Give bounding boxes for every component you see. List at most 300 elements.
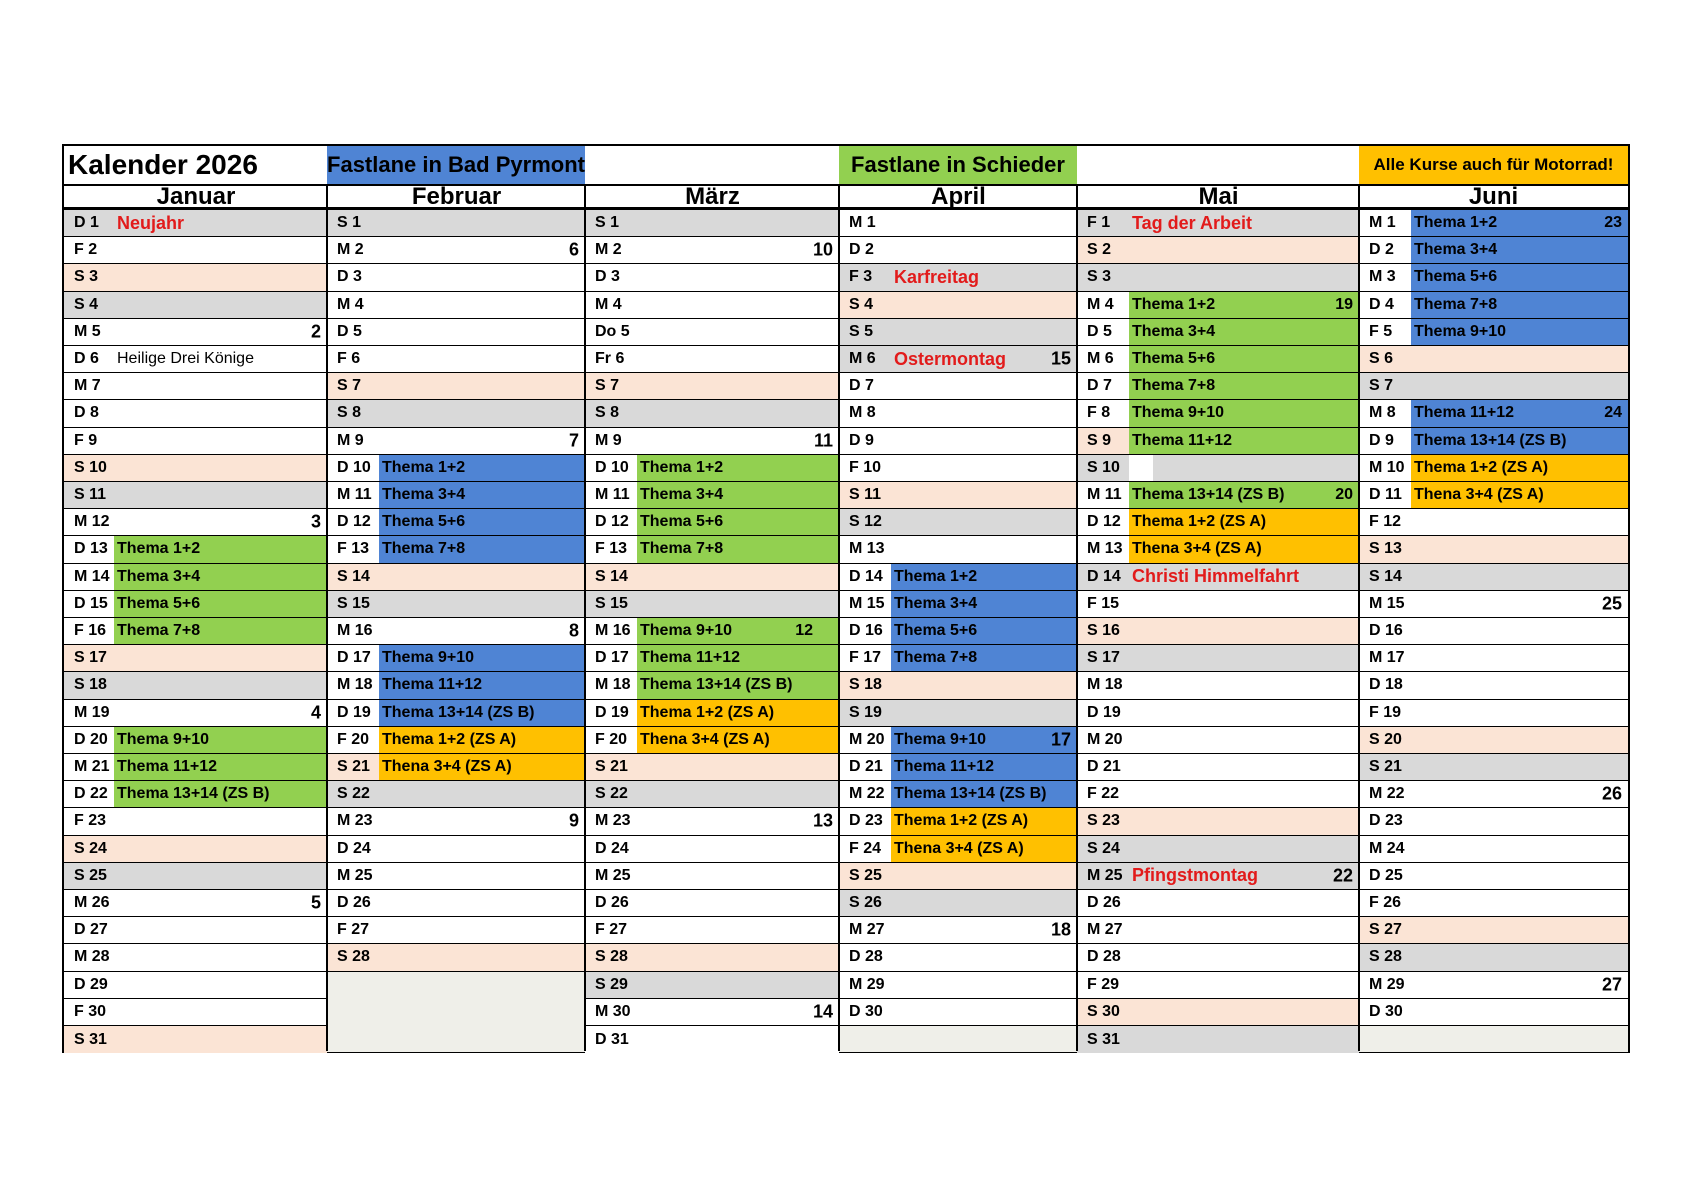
day-row bbox=[1359, 536, 1628, 563]
day-label: S 15 bbox=[595, 594, 628, 612]
day-row bbox=[64, 754, 327, 781]
event-text: Thema 3+4 bbox=[640, 486, 724, 504]
day-label: S 7 bbox=[1369, 377, 1394, 395]
day-row bbox=[1077, 944, 1359, 971]
day-label: M 2 bbox=[337, 241, 364, 259]
day-row bbox=[1077, 808, 1359, 835]
day-label: M 23 bbox=[337, 812, 373, 830]
day-row bbox=[64, 400, 327, 427]
day-label: D 9 bbox=[849, 431, 874, 449]
day-label: S 21 bbox=[1369, 758, 1402, 776]
day-row bbox=[64, 1026, 327, 1053]
week-number: 13 bbox=[812, 810, 833, 831]
day-row bbox=[839, 944, 1077, 971]
day-label: M 15 bbox=[849, 594, 885, 612]
column-divider bbox=[326, 184, 328, 1051]
day-label: M 18 bbox=[337, 676, 373, 694]
day-row bbox=[64, 999, 327, 1026]
empty-day-cell bbox=[839, 1026, 1077, 1053]
day-label: D 2 bbox=[1369, 241, 1394, 259]
event-text: Thema 11+12 bbox=[117, 758, 218, 776]
event-text: Karfreitag bbox=[894, 266, 980, 287]
day-row bbox=[839, 591, 1077, 618]
day-row bbox=[64, 700, 327, 727]
course-event bbox=[1411, 319, 1628, 345]
course-event bbox=[637, 536, 839, 562]
day-label: S 3 bbox=[74, 268, 99, 286]
day-row bbox=[327, 700, 585, 727]
event-text: Thena 3+4 (ZS A) bbox=[894, 839, 1024, 857]
day-row bbox=[585, 1026, 839, 1053]
day-label: M 15 bbox=[1369, 594, 1405, 612]
day-row bbox=[327, 319, 585, 346]
day-label: S 26 bbox=[849, 894, 882, 912]
day-row bbox=[839, 999, 1077, 1026]
day-label: S 25 bbox=[74, 866, 107, 884]
course-event bbox=[1129, 428, 1359, 454]
day-row bbox=[1077, 509, 1359, 536]
event-text: Thema 9+10 bbox=[382, 649, 475, 667]
day-label: D 31 bbox=[595, 1030, 629, 1048]
course-event bbox=[637, 482, 839, 508]
day-row bbox=[1077, 536, 1359, 563]
day-row bbox=[1359, 727, 1628, 754]
day-label: D 4 bbox=[1369, 295, 1394, 313]
day-label: F 16 bbox=[74, 622, 107, 640]
day-row bbox=[585, 428, 839, 455]
calendar-table bbox=[62, 144, 1630, 1053]
event-text: Thema 13+14 (ZS B) bbox=[382, 703, 535, 721]
day-row bbox=[327, 944, 585, 971]
event-text: Tag der Arbeit bbox=[1132, 212, 1253, 233]
day-row bbox=[327, 536, 585, 563]
day-label: M 8 bbox=[1369, 404, 1396, 422]
day-row bbox=[1077, 237, 1359, 264]
day-row bbox=[327, 754, 585, 781]
day-row bbox=[64, 972, 327, 999]
day-label: Fr 6 bbox=[595, 350, 625, 368]
course-event bbox=[891, 645, 1077, 671]
day-label: D 5 bbox=[1087, 322, 1112, 340]
event-text: Thema 1+2 (ZS A) bbox=[894, 812, 1029, 830]
day-row bbox=[1359, 319, 1628, 346]
day-row bbox=[585, 536, 839, 563]
course-event bbox=[891, 808, 1077, 834]
day-label: D 19 bbox=[337, 703, 371, 721]
day-row bbox=[1359, 428, 1628, 455]
event-text: Thema 7+8 bbox=[640, 540, 724, 558]
day-row bbox=[1077, 836, 1359, 863]
day-row bbox=[1359, 781, 1628, 808]
day-row bbox=[839, 781, 1077, 808]
course-event bbox=[891, 727, 1077, 753]
day-row bbox=[64, 373, 327, 400]
event-text: Heilige Drei Könige bbox=[117, 350, 254, 368]
course-event bbox=[637, 509, 839, 535]
column-divider bbox=[838, 184, 840, 1051]
day-row bbox=[327, 781, 585, 808]
event-text: Thema 9+10 bbox=[894, 730, 987, 748]
day-label: M 25 bbox=[595, 866, 631, 884]
day-row bbox=[1077, 264, 1359, 291]
day-label: D 12 bbox=[337, 513, 371, 531]
course-event bbox=[1129, 292, 1359, 318]
day-label: M 10 bbox=[1369, 458, 1405, 476]
course-event bbox=[1129, 373, 1359, 399]
day-row bbox=[585, 319, 839, 346]
day-row bbox=[64, 292, 327, 319]
day-label: S 28 bbox=[595, 948, 628, 966]
course-event bbox=[1129, 509, 1359, 535]
event-text: Thena 3+4 (ZS A) bbox=[382, 758, 512, 776]
event-text: Thema 1+2 (ZS A) bbox=[1132, 513, 1267, 531]
day-label: F 6 bbox=[337, 350, 361, 368]
day-row bbox=[839, 210, 1077, 237]
day-row bbox=[585, 591, 839, 618]
day-label: D 10 bbox=[337, 458, 371, 476]
banner-bad-pyrmont: Fastlane in Bad Pyrmont bbox=[327, 146, 585, 184]
day-row bbox=[64, 319, 327, 346]
day-label: M 13 bbox=[849, 540, 885, 558]
day-row bbox=[1359, 564, 1628, 591]
course-event bbox=[637, 455, 839, 481]
day-label: S 22 bbox=[337, 785, 370, 803]
column-divider bbox=[584, 184, 586, 1051]
day-row bbox=[1359, 455, 1628, 482]
day-row bbox=[839, 428, 1077, 455]
day-label: D 19 bbox=[595, 703, 629, 721]
event-text: Thema 5+6 bbox=[1132, 350, 1216, 368]
day-row bbox=[585, 890, 839, 917]
event-text: Thema 7+8 bbox=[1414, 295, 1498, 313]
event-text: Thema 7+8 bbox=[894, 649, 978, 667]
week-number: 17 bbox=[1050, 729, 1071, 750]
day-row bbox=[64, 591, 327, 618]
day-label: D 24 bbox=[595, 839, 629, 857]
day-row bbox=[585, 944, 839, 971]
day-row bbox=[1359, 509, 1628, 536]
day-row bbox=[585, 509, 839, 536]
day-row bbox=[839, 972, 1077, 999]
day-row bbox=[585, 210, 839, 237]
day-row bbox=[1359, 373, 1628, 400]
day-label: F 13 bbox=[337, 540, 370, 558]
day-label: F 13 bbox=[595, 540, 628, 558]
course-event bbox=[1411, 237, 1628, 263]
event-text: Thena 3+4 (ZS A) bbox=[1414, 486, 1544, 504]
month-header-maerz: März bbox=[585, 184, 840, 210]
event-text: Thema 3+4 bbox=[382, 486, 466, 504]
day-label: D 27 bbox=[74, 921, 108, 939]
event-text: Thema 11+12 bbox=[640, 649, 741, 667]
week-number: 10 bbox=[812, 239, 833, 260]
day-row bbox=[585, 917, 839, 944]
course-event bbox=[114, 781, 327, 807]
day-row bbox=[1359, 482, 1628, 509]
day-row bbox=[839, 700, 1077, 727]
day-row bbox=[327, 509, 585, 536]
day-label: F 27 bbox=[337, 921, 370, 939]
day-label: D 21 bbox=[1087, 758, 1121, 776]
day-row bbox=[327, 455, 585, 482]
course-event bbox=[379, 482, 585, 508]
day-label: S 14 bbox=[1369, 567, 1402, 585]
holiday-label bbox=[1129, 564, 1359, 590]
day-label: F 27 bbox=[595, 921, 628, 939]
day-label: M 27 bbox=[849, 921, 885, 939]
day-row bbox=[64, 836, 327, 863]
day-label: S 19 bbox=[849, 703, 882, 721]
day-label: S 13 bbox=[1369, 540, 1402, 558]
day-row bbox=[1077, 863, 1359, 890]
event-text: Thema 1+2 bbox=[117, 540, 201, 558]
day-label: S 8 bbox=[595, 404, 620, 422]
day-row bbox=[839, 672, 1077, 699]
day-label: S 24 bbox=[1087, 839, 1120, 857]
column-divider bbox=[1358, 184, 1360, 1051]
day-row bbox=[64, 672, 327, 699]
course-event bbox=[379, 455, 585, 481]
day-label: S 15 bbox=[337, 594, 370, 612]
event-text: Thema 13+14 (ZS B) bbox=[1414, 431, 1567, 449]
empty-day-cell bbox=[327, 999, 585, 1026]
day-row bbox=[839, 482, 1077, 509]
event-text: Neujahr bbox=[117, 212, 185, 233]
day-label: D 3 bbox=[595, 268, 620, 286]
day-label: D 8 bbox=[74, 404, 99, 422]
day-label: M 20 bbox=[1087, 730, 1123, 748]
day-row bbox=[1077, 645, 1359, 672]
event-text: Thema 13+14 (ZS B) bbox=[117, 785, 270, 803]
day-row bbox=[1077, 346, 1359, 373]
day-label: M 8 bbox=[849, 404, 876, 422]
event-text: Christi Himmelfahrt bbox=[1132, 566, 1300, 587]
day-row bbox=[327, 564, 585, 591]
day-row bbox=[64, 536, 327, 563]
day-label: M 4 bbox=[337, 295, 364, 313]
event-text: Thena 3+4 (ZS A) bbox=[640, 730, 770, 748]
day-row bbox=[64, 509, 327, 536]
day-label: F 15 bbox=[1087, 594, 1120, 612]
event-text: Thema 5+6 bbox=[382, 513, 466, 531]
day-label: D 26 bbox=[595, 894, 629, 912]
day-label: M 20 bbox=[849, 730, 885, 748]
day-row bbox=[64, 863, 327, 890]
event-text: Thema 3+4 bbox=[1414, 241, 1498, 259]
day-label: D 24 bbox=[337, 839, 371, 857]
day-row bbox=[1359, 836, 1628, 863]
day-row bbox=[327, 836, 585, 863]
day-row bbox=[1077, 672, 1359, 699]
course-event bbox=[114, 591, 327, 617]
day-label: M 21 bbox=[74, 758, 110, 776]
day-label: M 19 bbox=[74, 703, 110, 721]
day-label: S 20 bbox=[1369, 730, 1402, 748]
week-number: 27 bbox=[1601, 974, 1622, 995]
week-number: 15 bbox=[1050, 348, 1071, 369]
day-label: M 11 bbox=[337, 486, 372, 504]
day-row bbox=[64, 890, 327, 917]
day-label: F 1 bbox=[1087, 214, 1111, 232]
day-row bbox=[64, 618, 327, 645]
day-label: D 21 bbox=[849, 758, 883, 776]
day-label: D 15 bbox=[74, 594, 108, 612]
day-label: F 3 bbox=[849, 268, 873, 286]
day-row bbox=[64, 482, 327, 509]
week-number: 19 bbox=[1335, 295, 1353, 313]
day-row bbox=[1077, 890, 1359, 917]
day-label: M 27 bbox=[1087, 921, 1123, 939]
day-row bbox=[1077, 591, 1359, 618]
day-label: D 12 bbox=[595, 513, 629, 531]
event-text: Thema 9+10 bbox=[1414, 322, 1507, 340]
day-label: S 5 bbox=[849, 322, 874, 340]
day-label: S 25 bbox=[849, 866, 882, 884]
week-number: 2 bbox=[310, 321, 321, 342]
day-row bbox=[839, 237, 1077, 264]
day-row bbox=[1359, 645, 1628, 672]
day-label: M 23 bbox=[595, 812, 631, 830]
day-label: S 18 bbox=[74, 676, 107, 694]
event-text: Thema 11+12 bbox=[1414, 404, 1515, 422]
course-event bbox=[379, 700, 585, 726]
day-label: D 28 bbox=[1087, 948, 1121, 966]
event-text: Thema 13+14 (ZS B) bbox=[894, 785, 1047, 803]
day-label: S 3 bbox=[1087, 268, 1112, 286]
course-event bbox=[1411, 400, 1628, 426]
day-label: M 28 bbox=[74, 948, 110, 966]
day-label: M 4 bbox=[595, 295, 622, 313]
holiday-label bbox=[1129, 210, 1359, 236]
day-label: D 10 bbox=[595, 458, 629, 476]
day-row bbox=[839, 400, 1077, 427]
day-label: D 30 bbox=[849, 1002, 883, 1020]
day-label: D 9 bbox=[1369, 431, 1394, 449]
day-row bbox=[1359, 672, 1628, 699]
day-row bbox=[1077, 564, 1359, 591]
day-label: M 11 bbox=[595, 486, 630, 504]
day-label: M 25 bbox=[337, 866, 373, 884]
day-label: D 16 bbox=[849, 622, 883, 640]
day-label: D 20 bbox=[74, 730, 108, 748]
banner-motorrad: Alle Kurse auch für Motorrad! bbox=[1359, 146, 1628, 184]
day-label: D 26 bbox=[1087, 894, 1121, 912]
day-label: F 29 bbox=[1087, 975, 1120, 993]
event-text: Thema 13+14 (ZS B) bbox=[640, 676, 793, 694]
day-row bbox=[585, 754, 839, 781]
course-event bbox=[1411, 482, 1628, 508]
day-row bbox=[64, 645, 327, 672]
day-row bbox=[1077, 400, 1359, 427]
month-header-februar: Februar bbox=[327, 184, 586, 210]
day-label: M 24 bbox=[1369, 839, 1405, 857]
month-header-april: April bbox=[839, 184, 1078, 210]
day-label: D 14 bbox=[849, 567, 883, 585]
month-header-juni: Juni bbox=[1359, 184, 1628, 210]
day-row bbox=[327, 373, 585, 400]
day-label: D 23 bbox=[1369, 812, 1403, 830]
day-label: S 22 bbox=[595, 785, 628, 803]
day-label: D 3 bbox=[337, 268, 362, 286]
course-event bbox=[1129, 319, 1359, 345]
day-label: M 18 bbox=[595, 676, 631, 694]
day-row bbox=[585, 264, 839, 291]
event-text: Thema 7+8 bbox=[1132, 377, 1216, 395]
banner-schieder: Fastlane in Schieder bbox=[839, 146, 1077, 184]
week-number: 9 bbox=[568, 810, 579, 831]
week-number: 18 bbox=[1050, 919, 1071, 940]
holiday-label bbox=[114, 346, 327, 372]
event-text: Thema 9+10 bbox=[1132, 404, 1225, 422]
day-row bbox=[585, 346, 839, 373]
course-event bbox=[637, 700, 839, 726]
event-text: Thema 1+2 (ZS A) bbox=[1414, 458, 1549, 476]
day-row bbox=[1359, 210, 1628, 237]
day-row bbox=[839, 564, 1077, 591]
empty-day-cell bbox=[327, 972, 585, 999]
event-text: Thema 1+2 bbox=[894, 567, 978, 585]
day-label: F 30 bbox=[74, 1002, 107, 1020]
month-header-januar: Januar bbox=[64, 184, 328, 210]
day-label: M 1 bbox=[1369, 214, 1396, 232]
week-number: 26 bbox=[1601, 783, 1622, 804]
course-event bbox=[379, 672, 585, 698]
day-label: D 12 bbox=[1087, 513, 1121, 531]
day-row bbox=[1077, 428, 1359, 455]
day-label: M 29 bbox=[849, 975, 885, 993]
day-label: Do 5 bbox=[595, 322, 630, 340]
day-label: D 19 bbox=[1087, 703, 1121, 721]
course-event bbox=[637, 645, 839, 671]
day-label: M 14 bbox=[74, 567, 110, 585]
event-text: Thema 1+2 bbox=[382, 458, 466, 476]
day-row bbox=[1077, 781, 1359, 808]
day-label: M 17 bbox=[1369, 649, 1405, 667]
event-text: Thema 9+10 bbox=[117, 730, 210, 748]
day-label: S 18 bbox=[849, 676, 882, 694]
day-label: D 28 bbox=[849, 948, 883, 966]
day-row bbox=[1359, 754, 1628, 781]
day-label: M 6 bbox=[1087, 350, 1114, 368]
course-event bbox=[891, 618, 1077, 644]
day-row bbox=[64, 346, 327, 373]
day-label: F 8 bbox=[1087, 404, 1111, 422]
day-row bbox=[1359, 237, 1628, 264]
day-label: M 9 bbox=[595, 431, 622, 449]
week-number: 4 bbox=[310, 702, 321, 723]
course-event bbox=[1411, 455, 1628, 481]
day-row bbox=[1359, 863, 1628, 890]
event-text: Thema 5+6 bbox=[117, 594, 201, 612]
month-header-mai: Mai bbox=[1077, 184, 1360, 210]
day-row bbox=[1359, 700, 1628, 727]
day-row bbox=[585, 672, 839, 699]
day-row bbox=[839, 346, 1077, 373]
day-row bbox=[839, 917, 1077, 944]
event-text: Ostermontag bbox=[894, 348, 1007, 369]
day-row bbox=[1359, 618, 1628, 645]
day-row bbox=[327, 346, 585, 373]
day-label: M 13 bbox=[1087, 540, 1123, 558]
day-label: S 28 bbox=[337, 948, 370, 966]
week-number: 23 bbox=[1604, 214, 1622, 232]
day-label: D 26 bbox=[337, 894, 371, 912]
course-event bbox=[379, 536, 585, 562]
course-event bbox=[1411, 428, 1628, 454]
event-text: Thema 1+2 (ZS A) bbox=[382, 730, 517, 748]
day-row bbox=[585, 400, 839, 427]
day-row bbox=[585, 863, 839, 890]
